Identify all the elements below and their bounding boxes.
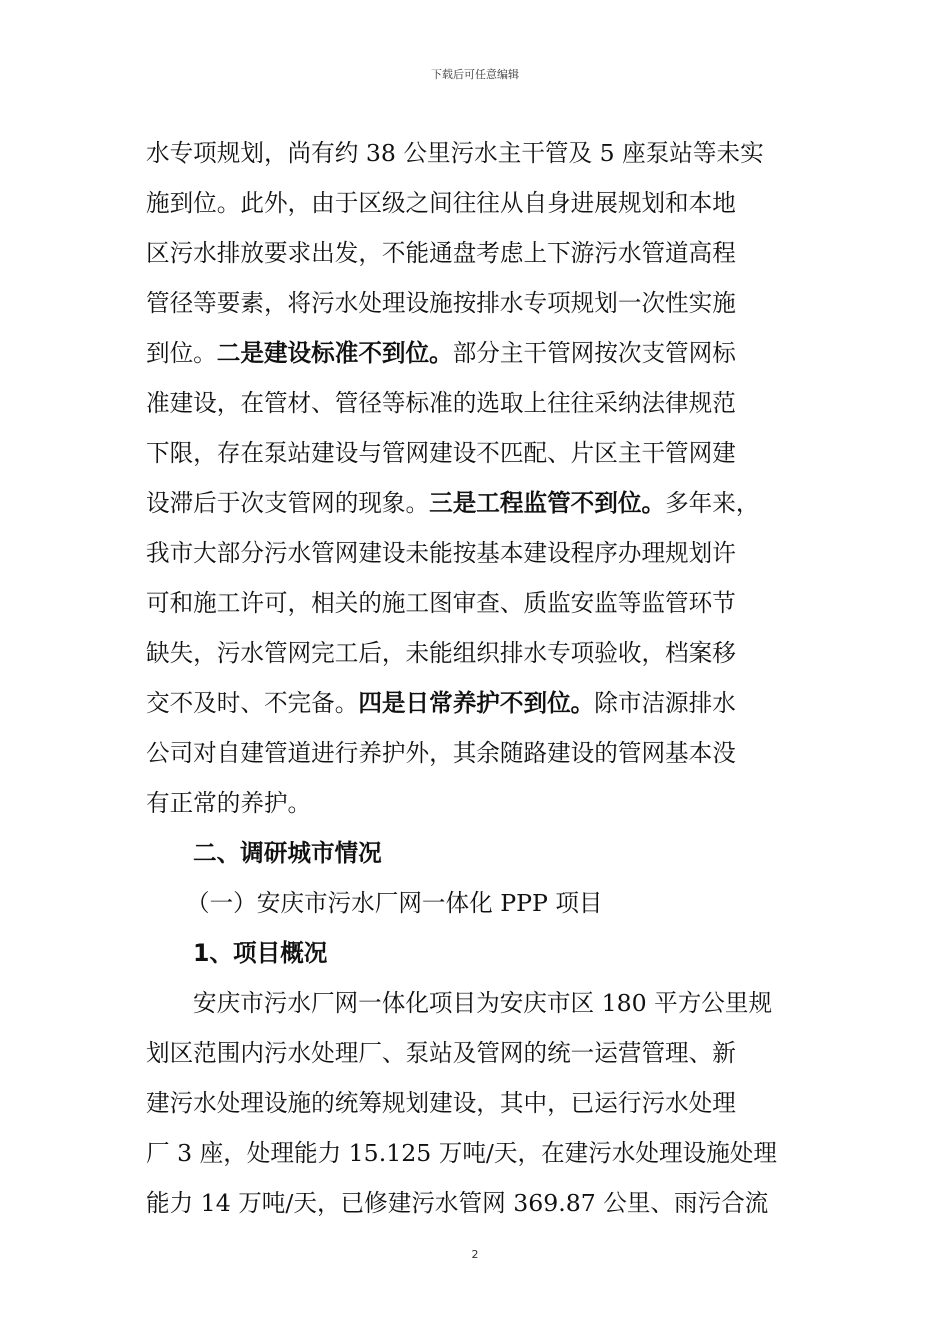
text-line: 划区范围内污水处理厂、泵站及管网的统一运营管理、新 bbox=[146, 1039, 736, 1067]
text-line: 可和施工许可，相关的施工图审查、质监安监等监管环节 bbox=[146, 589, 736, 617]
bold-point-2: 二是建设标准不到位。 bbox=[216, 339, 453, 367]
text-line: 准建设，在管材、管径等标准的选取上往往采纳法律规范 bbox=[146, 389, 736, 417]
text-line: 安庆市污水厂网一体化项目为安庆市区 180 平方公里规 bbox=[193, 989, 773, 1017]
text-line bbox=[146, 478, 826, 528]
text-line: 下限，存在泵站建设与管网建设不匹配、片区主干管网建 bbox=[146, 439, 736, 467]
text-line: 区污水排放要求出发，不能通盘考虑上下游污水管道高程 bbox=[146, 239, 736, 267]
text-run: 设滞后于次支管网的现象。 bbox=[146, 489, 430, 517]
text-run: 交不及时、不完备。 bbox=[146, 689, 359, 717]
text-line: 缺失，污水管网完工后，未能组织排水专项验收，档案移 bbox=[146, 639, 736, 667]
item-heading: 1、项目概况 bbox=[193, 939, 328, 967]
text-line: 施到位。此外，由于区级之间往往从自身进展规划和本地 bbox=[146, 189, 736, 217]
bold-point-4: 四是日常养护不到位。 bbox=[358, 689, 595, 717]
text-line: 厂 3 座，处理能力 15.125 万吨/天，在建污水处理设施处理 bbox=[146, 1139, 777, 1167]
text-line: 建污水处理设施的统筹规划建设，其中，已运行污水处理 bbox=[146, 1089, 736, 1117]
text-line bbox=[146, 678, 826, 728]
text-line: 公司对自建管道进行养护外，其余随路建设的管网基本没 bbox=[146, 739, 736, 767]
page-number: 2 bbox=[471, 1248, 479, 1261]
text-line: 管径等要素，将污水处理设施按排水专项规划一次性实施 bbox=[146, 289, 736, 317]
page-header: 下载后可任意编辑 bbox=[431, 68, 519, 81]
bold-point-3: 三是工程监管不到位。 bbox=[429, 489, 666, 517]
text-run: 多年来， bbox=[665, 489, 760, 517]
text-line: 能力 14 万吨/天，已修建污水管网 369.87 公里、雨污合流 bbox=[146, 1189, 769, 1217]
text-run: 部分主干管网按次支管网标 bbox=[452, 339, 736, 367]
section-heading: 二、调研城市情况 bbox=[193, 839, 382, 867]
subsection-heading: （一）安庆市污水厂网一体化 PPP 项目 bbox=[186, 889, 603, 917]
text-run: 除市洁源排水 bbox=[594, 689, 736, 717]
text-line bbox=[146, 328, 826, 378]
text-line: 有正常的养护。 bbox=[146, 789, 312, 817]
text-run: 到位。 bbox=[146, 339, 217, 367]
text-line: 水专项规划，尚有约 38 公里污水主干管及 5 座泵站等未实 bbox=[146, 139, 764, 167]
body-text bbox=[146, 128, 826, 1228]
text-line: 我市大部分污水管网建设未能按基本建设程序办理规划许 bbox=[146, 539, 736, 567]
